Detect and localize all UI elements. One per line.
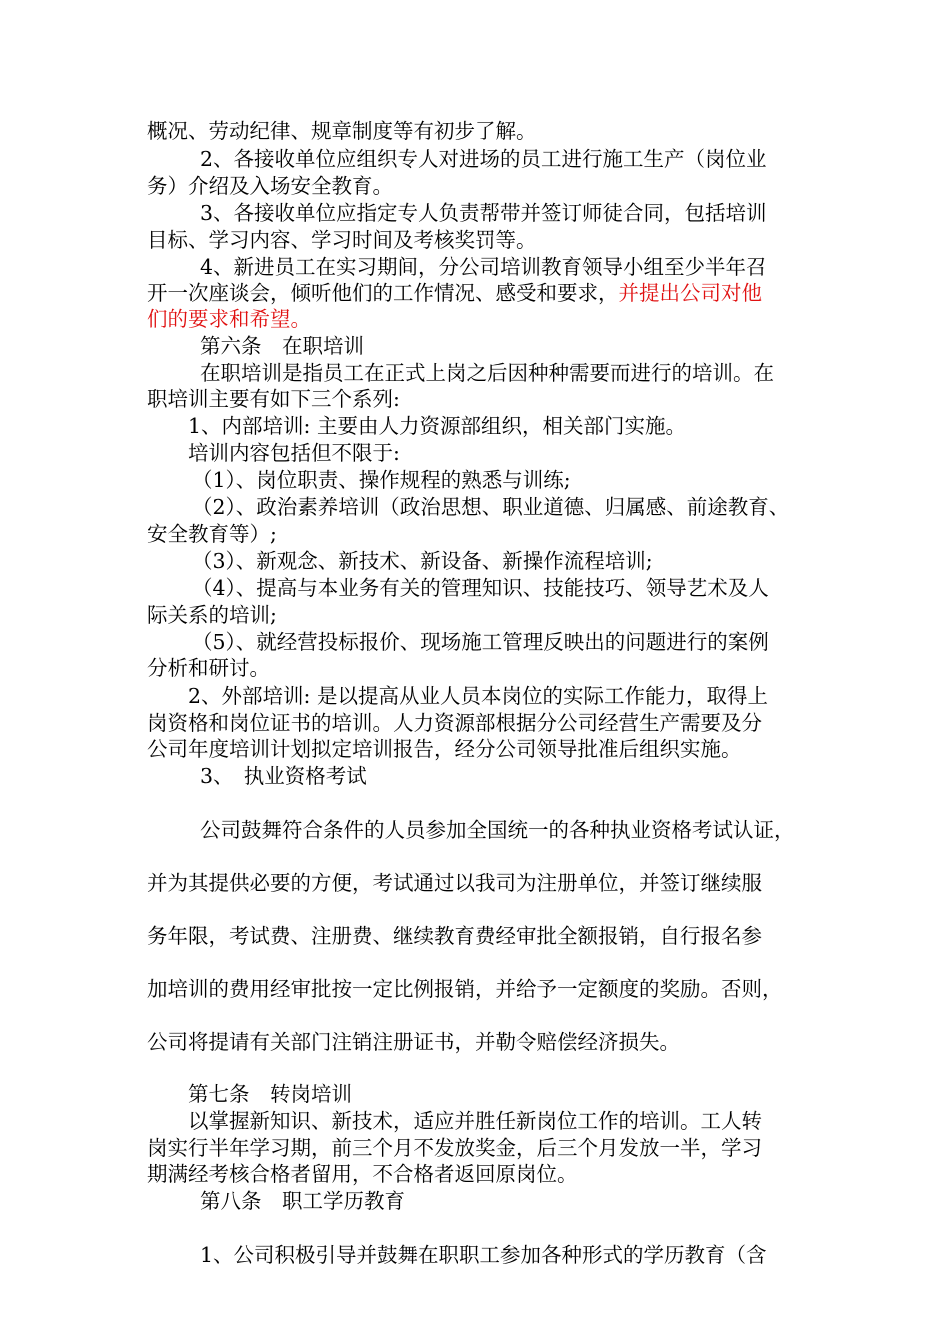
section-heading: 第六条 在职培训 [200, 334, 364, 358]
paragraph-line [147, 280, 762, 306]
paragraph-line: 公司年度培训计划拟定培训报告，经分公司领导批准后组织实施。 [147, 737, 742, 761]
list-item: （3）、新观念、新技术、新设备、新操作流程培训; [192, 549, 653, 573]
paragraph-line: 4、新进员工在实习期间，分公司培训教育领导小组至少半年召 [200, 255, 767, 279]
paragraph-line: 职培训主要有如下三个系列: [147, 387, 400, 411]
paragraph-line: 公司将提请有关部门注销注册证书，并勒令赔偿经济损失。 [147, 1030, 680, 1054]
list-item: 际关系的培训; [147, 603, 277, 627]
list-item: （5）、就经营投标报价、现场施工管理反映出的问题进行的案例 [192, 630, 769, 654]
paragraph-line: 期满经考核合格者留用，不合格者返回原岗位。 [147, 1162, 578, 1186]
paragraph-line: 目标、学习内容、学习时间及考核奖罚等。 [147, 228, 537, 252]
paragraph-line: 3、各接收单位应指定专人负责帮带并签订师徒合同，包括培训 [200, 201, 767, 225]
paragraph-line: 1、内部培训: 主要由人力资源部组织，相关部门实施。 [188, 414, 686, 438]
paragraph-line: 以掌握新知识、新技术，适应并胜任新岗位工作的培训。工人转 [188, 1109, 762, 1133]
section-heading: 3、 执业资格考试 [200, 764, 367, 788]
list-item: （2）、政治素养培训（政治思想、职业道德、归属感、前途教育、 [192, 495, 790, 519]
paragraph-line: 在职培训是指员工在正式上岗之后因种种需要而进行的培训。在 [200, 361, 774, 385]
paragraph-line: 概况、劳动纪律、规章制度等有初步了解。 [147, 119, 537, 143]
paragraph-line: 培训内容包括但不限于: [188, 441, 400, 465]
paragraph-line: 2、各接收单位应组织专人对进场的员工进行施工生产（岗位业 [200, 147, 767, 171]
paragraph-line: 务年限，考试费、注册费、继续教育费经审批全额报销，自行报名参 [147, 924, 762, 948]
list-item: （4）、提高与本业务有关的管理知识、技能技巧、领导艺术及人 [192, 576, 769, 600]
highlighted-text: 并提出公司对他 [618, 281, 762, 305]
list-item: （1）、岗位职责、操作规程的熟悉与训练; [192, 468, 571, 492]
list-item: 分析和研讨。 [147, 656, 270, 680]
highlighted-text: 们的要求和希望。 [147, 307, 311, 331]
paragraph-line: 岗资格和岗位证书的培训。人力资源部根据分公司经营生产需要及分 [147, 711, 762, 735]
paragraph-line: 岗实行半年学习期，前三个月不发放奖金，后三个月发放一半，学习 [147, 1136, 762, 1160]
paragraph-line: 加培训的费用经审批按一定比例报销，并给予一定额度的奖励。否则， [147, 977, 783, 1001]
section-heading: 第八条 职工学历教育 [200, 1189, 405, 1213]
paragraph-line: 2、外部培训: 是以提高从业人员本岗位的实际工作能力，取得上 [188, 684, 768, 708]
section-heading: 第七条 转岗培训 [188, 1082, 352, 1106]
paragraph-line: 并为其提供必要的方便，考试通过以我司为注册单位，并签订继续服 [147, 871, 762, 895]
paragraph-line: 务）介绍及入场安全教育。 [147, 174, 393, 198]
paragraph-line: 1、公司积极引导并鼓舞在职职工参加各种形式的学历教育（含 [200, 1243, 767, 1267]
text-segment: 开一次座谈会，倾听他们的工作情况、感受和要求， [147, 281, 619, 305]
paragraph-line: 公司鼓舞符合条件的人员参加全国统一的各种执业资格考试认证， [200, 818, 795, 842]
list-item: 安全教育等）; [147, 522, 277, 546]
